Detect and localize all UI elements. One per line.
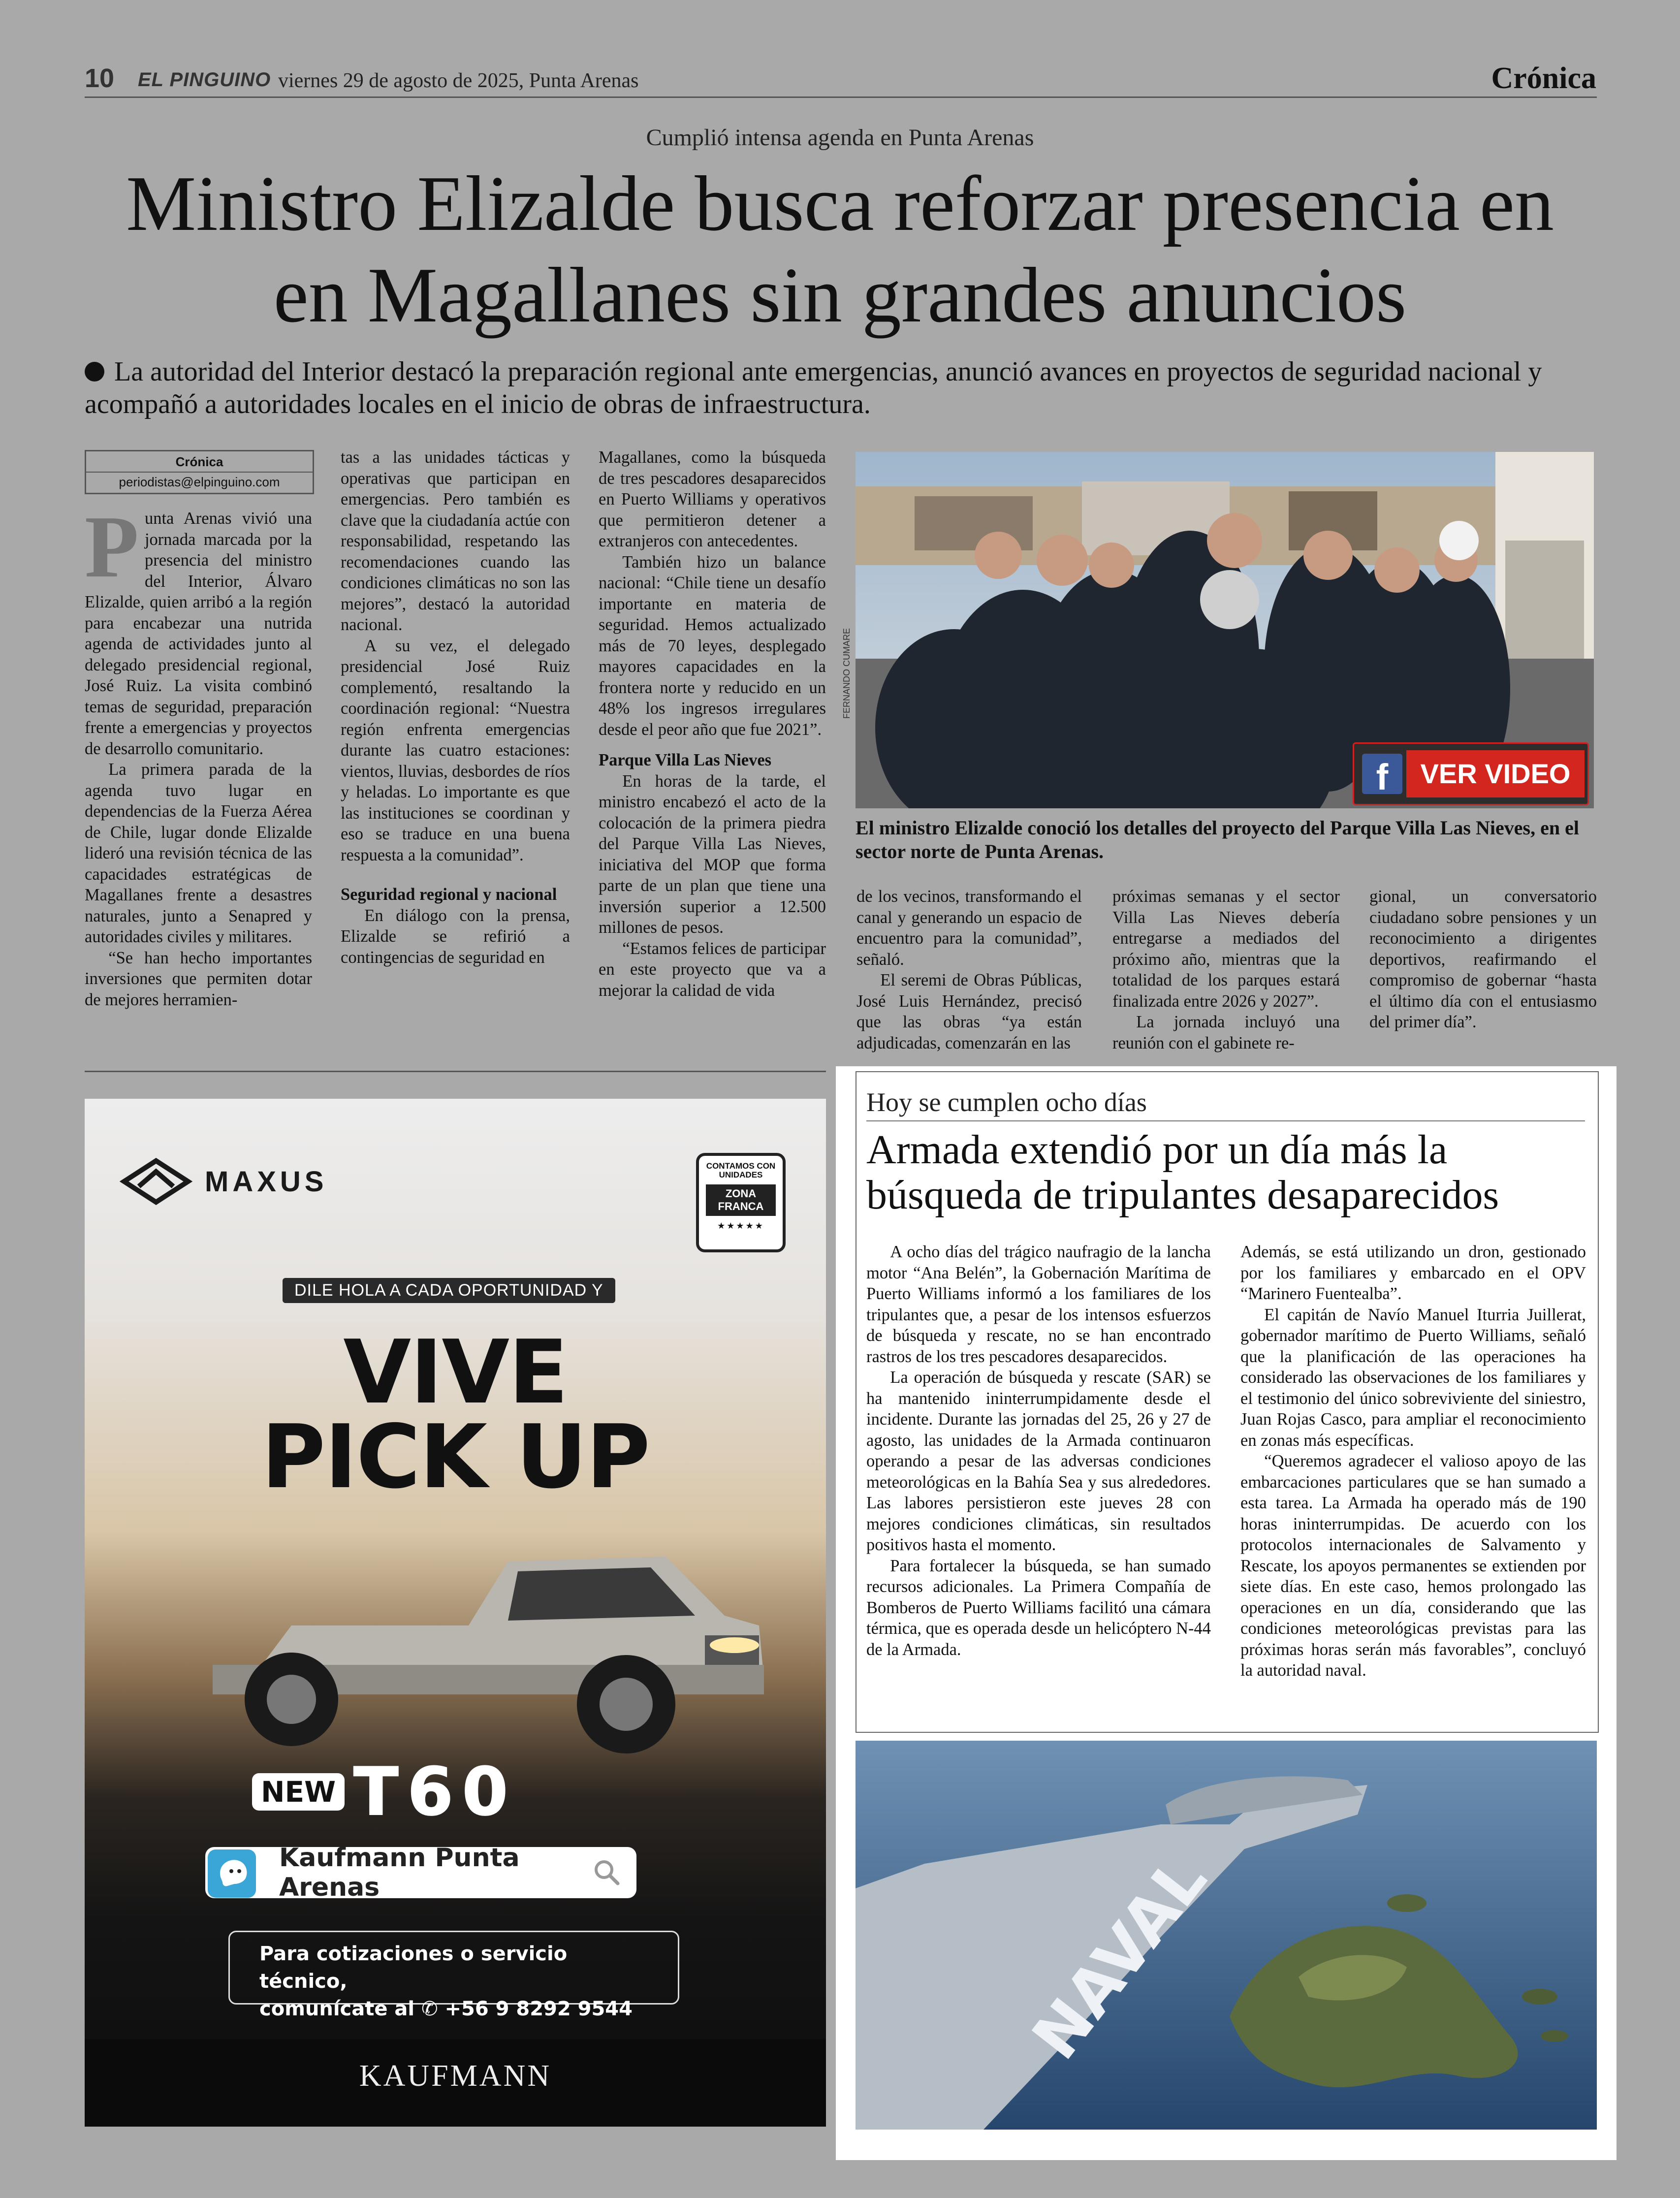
- main-col-1: [85, 498, 312, 1010]
- paragraph: de los vecinos, transformando el canal y generando un espacio de encuentro para la comunidad”, señaló.: [856, 887, 1082, 969]
- paragraph: A ocho días del trágico naufragio de la lancha motor “Ana Belén”, la Gobernación Marítima de Puerto Williams informó a los familiares de los tripulantes que, a pesar de los intensos esfuerzos de búsqueda y rescate, no se han encontrado rastros de los tres pescadores desaparecidos.: [866, 1242, 1211, 1366]
- date-line: viernes 29 de agosto de 2025, Punta Arenas: [278, 69, 639, 92]
- paragraph: Además, se está utilizando un dron, gestionado por los familiares y embarcado en el OPV “Marinero Fuentealba”.: [1240, 1242, 1586, 1303]
- main-dek: [85, 355, 1597, 420]
- section-divider: [85, 1071, 826, 1072]
- paragraph: También hizo un balance nacional: “Chile tiene un desafío importante en materia de seguridad. Hemos actualizado más de 70 leyes, desplegado mayores capacidades en la frontera norte y reducido en un 48% los ingresos irregulares desde el peor año que fue 2021”.: [599, 552, 826, 739]
- model-name: T60: [353, 1753, 517, 1830]
- main-col-5: [1112, 886, 1340, 1053]
- model-new-label: NEW: [252, 1773, 345, 1811]
- paragraph: [85, 498, 312, 759]
- box-col-1: [866, 1242, 1211, 1660]
- paragraph: tas a las unidades tácticas y operativas que participan en emergencias. Pero también es clave que la ciudadanía actúe con responsabilidad, respetando las recomendaciones cuando las condiciones climáticas no son las mejores”, destacó la autoridad nacional.: [341, 448, 570, 634]
- paragraph: El capitán de Navío Manuel Iturria Juillerat, gobernador marítimo de Puerto Williams, señaló que la planificación de las operaciones ha considerado las observaciones de los familiares y el testimonio del único sobreviviente del siniestro, Juan Rojas Casco, para ampliar el reconocimiento en zonas más específicas.: [1240, 1305, 1586, 1450]
- box-divider: [866, 1120, 1585, 1121]
- main-dek-text: La autoridad del Interior destacó la preparación regional ante emergencias, anunció avances en proyectos de seguridad nacional y acompañó a autoridades locales en el inicio de obras de infraestructura.: [85, 356, 1542, 419]
- maxus-brand-text: MAXUS: [205, 1165, 328, 1198]
- wing-naval-text: NAVAL: [1017, 1842, 1221, 2073]
- paragraph: “Queremos agradecer el valioso apoyo de las embarcaciones particulares que se han sumado a esta tarea. La Armada ha operado más de 190 horas ininterrumpidas. De acuerdo con los protocolos internacionales de Salvamento y Rescate, los apoyos permanentes se extienden por siete días. En este caso, hemos prolongado las operaciones en un día, considerando que las condiciones meteorológicas previstas para las próximas horas serán más favorables”, concluyó la autoridad naval.: [1240, 1452, 1586, 1680]
- contact-phone[interactable]: +56 9 8292 9544: [444, 1998, 633, 2020]
- kaufmann-logo: KAUFMANN: [359, 2059, 552, 2093]
- paragraph: En diálogo con la prensa, Elizalde se refirió a contingencias de seguridad en: [341, 906, 570, 967]
- box-headline-line1: Armada extendió por un día más la: [866, 1127, 1448, 1173]
- search-icon: [592, 1858, 622, 1887]
- paragraph: La jornada incluyó una reunión con el gabinete re-: [1112, 1013, 1340, 1052]
- badge-top-text: CONTAMOS CON UNIDADES: [706, 1161, 776, 1179]
- ad-headline-line2: PICK UP: [261, 1406, 650, 1508]
- pickup-truck-image: [193, 1502, 774, 1768]
- paragraph-text: unta Arenas vivió una jornada marcada por la presencia del ministro del Interior, Álvaro Elizalde, quien arribó a la región para encabezar una nutrida agenda de actividades junto al delegado presidencial regional, José Ruiz. La visita combinó temas de seguridad, preparación frente a emergencias y proyectos de desarrollo comunitario.: [85, 509, 312, 758]
- byline-section: Crónica: [86, 451, 313, 473]
- main-headline-line1: Ministro Elizalde busca reforzar presencia en: [126, 159, 1554, 247]
- paragraph: gional, un conversatorio ciudadano sobre pensiones y un reconocimiento a dirigentes deportivos, reafirmando el compromiso de gobernar “hasta el último día con el entusiasmo del primer día”.: [1369, 887, 1597, 1031]
- main-col-3: [599, 447, 826, 1001]
- main-kicker: Cumplió intensa agenda en Punta Arenas: [646, 125, 1034, 151]
- badge-main-text: ZONA FRANCA: [706, 1184, 776, 1216]
- paragraph: La operación de búsqueda y rescate (SAR) se ha mantenido ininterrumpidamente desde el incidente. Durante las jornadas del 25, 26 y 27 de agosto, las unidades de la Armada continuaron operando a pesar de las adversas condiciones meteorológicas en la Bahía Sea y sus alrededores. Las labores persistieron este jueves 28 con mejores condiciones climáticas, sin resultados positivos hasta el momento.: [866, 1368, 1211, 1554]
- contact-line1: Para cotizaciones o servicio técnico,: [259, 1943, 568, 1993]
- waze-icon: [208, 1849, 256, 1898]
- ad-headline-line1: VIVE: [343, 1321, 568, 1423]
- dealer-search-text: Kaufmann Punta Arenas: [279, 1843, 520, 1902]
- box-headline: [866, 1127, 1595, 1218]
- maxus-advertisement[interactable]: [85, 1099, 826, 2127]
- dropcap: P: [85, 498, 139, 596]
- dealer-search-bar[interactable]: [205, 1843, 636, 1902]
- main-headline: [74, 158, 1606, 341]
- main-headline-line2: en Magallanes sin grandes anuncios: [273, 251, 1407, 339]
- byline-box: [85, 450, 314, 494]
- byline-email: periodistas@elpinguino.com: [119, 475, 280, 489]
- main-col-4: [856, 886, 1082, 1053]
- paragraph: “Se han hecho importantes inversiones que permiten dotar de mejores herramien-: [85, 948, 312, 1009]
- main-col-6: [1369, 886, 1597, 1033]
- paragraph: Magallanes, como la búsqueda de tres pescadores desaparecidos en Puerto Williams y operativos que permitieron detener a extranjeros con antecedentes.: [599, 448, 826, 550]
- box-kicker: Hoy se cumplen ocho días: [866, 1087, 1147, 1117]
- bullet-icon: [85, 362, 104, 382]
- ver-video-label: VER VIDEO: [1406, 750, 1585, 797]
- paragraph: La primera parada de la agenda tuvo lugar en dependencias de la Fuerza Aérea de Chile, lugar donde Elizalde lideró una revisión técnica de las capacidades estratégicas de Magallanes frente a desastres naturales, junto a Senapred y autoridades civiles y militares.: [85, 760, 312, 946]
- section-title: Crónica: [1491, 62, 1596, 95]
- paragraph: En horas de la tarde, el ministro encabezó el acto de la colocación de la primera piedra del Parque Villa Las Nieves, iniciativa del MOP que forma parte de un plan que tiene una inversión superior a 12.500 millones de pesos.: [599, 771, 826, 937]
- photo-credit: FERNANDO CUMARE: [842, 628, 852, 719]
- box-headline-line2: búsqueda de tripulantes desaparecidos: [866, 1172, 1499, 1218]
- paragraph: Para fortalecer la búsqueda, se han sumado recursos adicionales. La Primera Compañía de Bomberos de Puerto Williams facilitó una cámara térmica, que es operada desde un helicóptero N-44 de la Armada.: [866, 1556, 1211, 1659]
- photo-caption: El ministro Elizalde conoció los detalles del proyecto del Parque Villa Las Nieves, en el sector norte de Punta Arenas.: [856, 817, 1579, 862]
- model-badge: [252, 1753, 517, 1830]
- paragraph: “Estamos felices de participar en este proyecto que va a mejorar la calidad de vida: [599, 939, 826, 1000]
- phone-icon: ✆: [421, 1998, 438, 2020]
- maxus-logo: [119, 1157, 327, 1206]
- paragraph: próximas semanas y el sector Villa Las Nieves debería entregarse a mediados del próximo año, mientras que la totalidad de los parques estará finalizada entre 2026 y 2027”.: [1112, 887, 1340, 1011]
- zona-franca-badge: [696, 1153, 786, 1252]
- newspaper-brand: EL PINGUINO: [138, 69, 271, 91]
- subhead-parque: Parque Villa Las Nieves: [599, 751, 772, 769]
- paragraph: El seremi de Obras Públicas, José Luis Hernández, precisó que las obras “ya están adjudicadas, comenzarán en las: [856, 971, 1082, 1052]
- badge-stars: ★★★★★: [717, 1221, 764, 1231]
- contact-line2: comunícate al: [259, 1998, 415, 2020]
- page-number: 10: [85, 64, 115, 93]
- contact-box: [228, 1931, 679, 2020]
- paragraph: A su vez, el delegado presidencial José Ruiz complementó, resaltando la coordinación regional: “Nuestra región enfrenta emergencias durante las cuatro estaciones: vientos, lluvias, desbordes de ríos y heladas. Lo importante es que las instituciones se coordinan y eso se traduce en una buena respuesta a la comunidad”.: [341, 636, 570, 864]
- header-divider: [85, 96, 1597, 98]
- facebook-icon: f: [1362, 754, 1402, 794]
- maxus-logo-icon: [119, 1157, 193, 1206]
- ver-video-button[interactable]: [1353, 742, 1589, 805]
- naval-aircraft-image: [856, 1741, 1597, 2130]
- main-col-2: [341, 447, 570, 968]
- naval-aircraft-photo: [856, 1741, 1597, 2130]
- ad-headline: [85, 1321, 826, 1508]
- box-col-2: [1240, 1242, 1586, 1681]
- ad-tagline: DILE HOLA A CADA OPORTUNIDAD Y: [283, 1278, 615, 1303]
- subhead-seguridad: Seguridad regional y nacional: [341, 885, 557, 904]
